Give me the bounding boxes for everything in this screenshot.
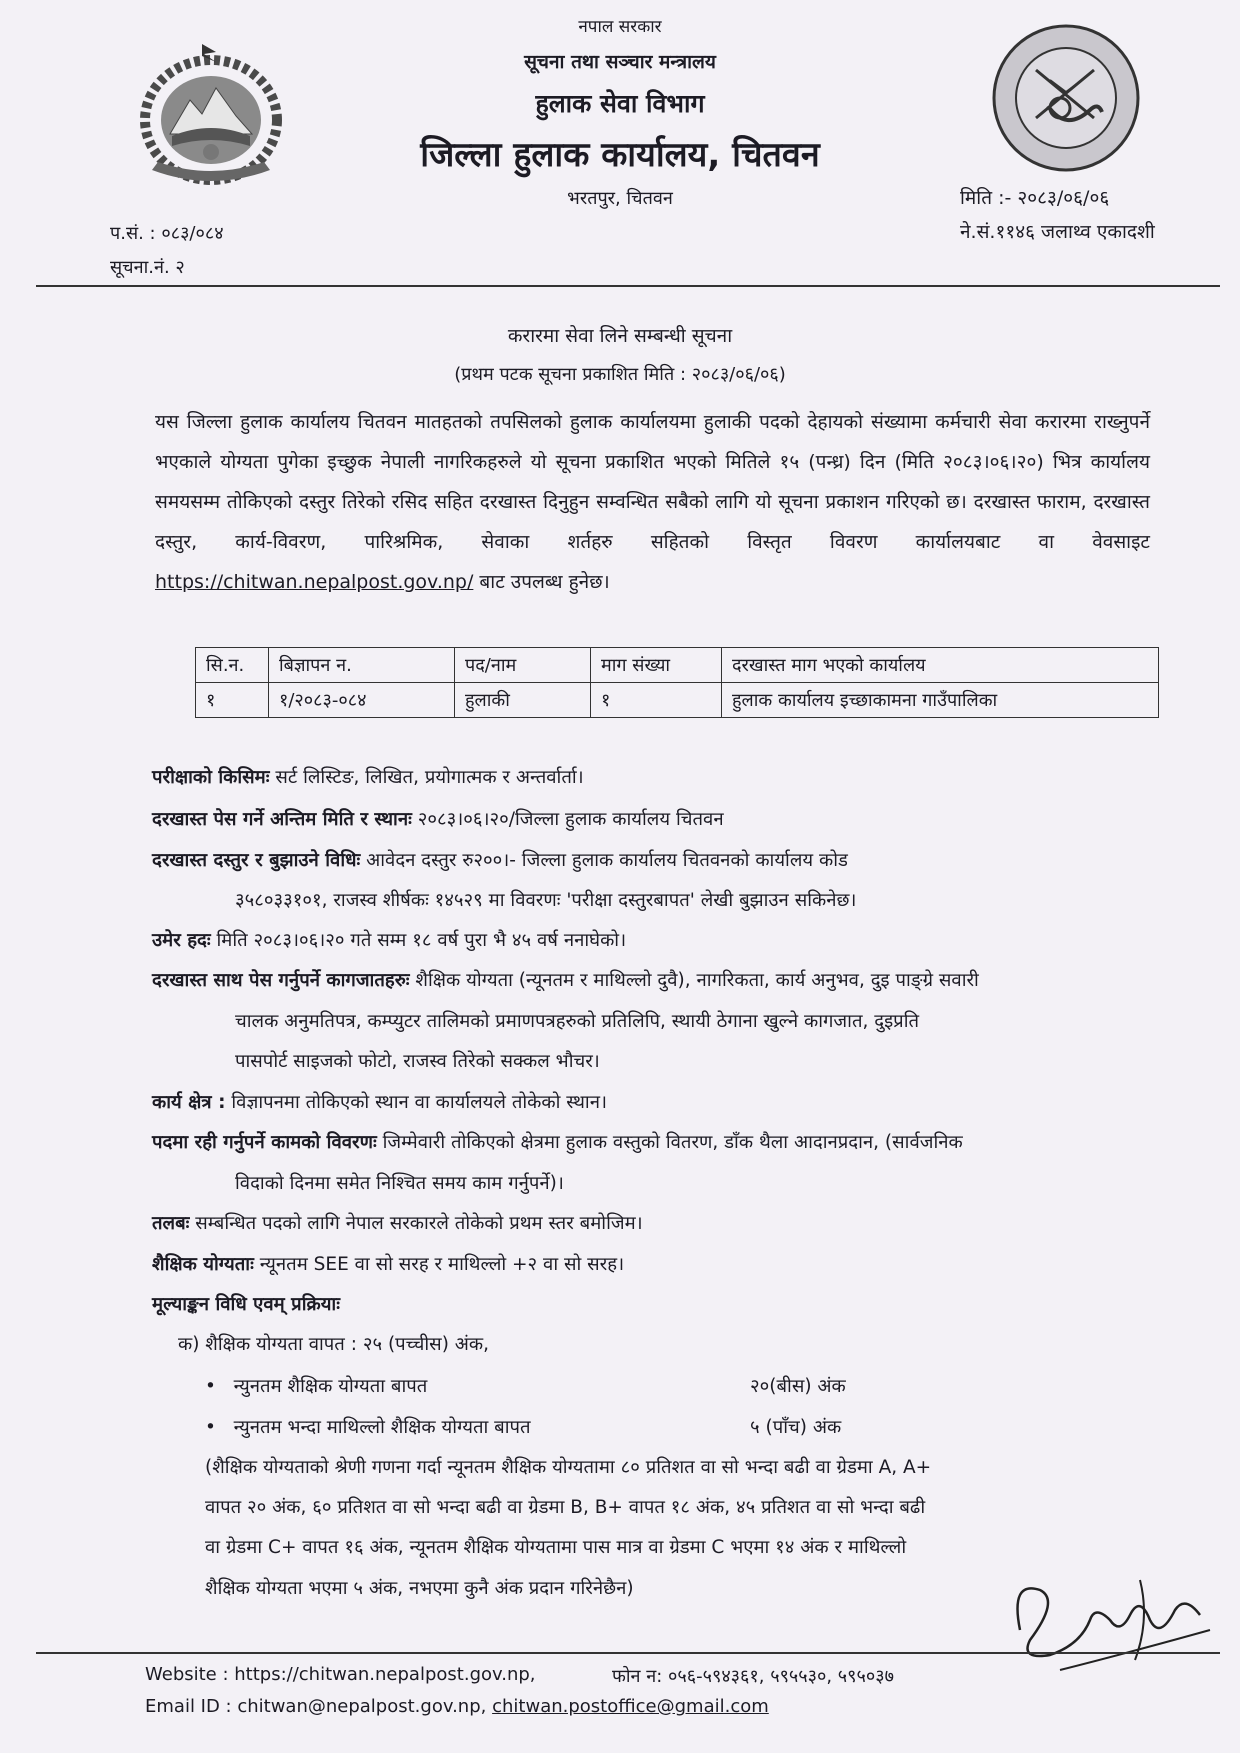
- footer-phone: फोन न: ०५६-५९४३६१, ५९५५३०, ५९५०३७: [612, 1666, 894, 1687]
- evaluation-label: मूल्याङ्कन विधि एवम् प्रक्रियाः: [152, 1294, 340, 1315]
- fee: [152, 847, 1152, 872]
- duties-value-cont: विदाको दिनमा समेत निश्चित समय काम गर्नुपर्ने)।: [235, 1173, 564, 1194]
- table-header: माग संख्या: [591, 648, 722, 683]
- deadline-label: दरखास्त पेस गर्ने अन्तिम मिति र स्थानः: [152, 809, 412, 830]
- table-cell: १: [591, 683, 722, 718]
- documents-value-cont: पासपोर्ट साइजको फोटो, राजस्व तिरेको सक्कल भौचर।: [235, 1051, 600, 1072]
- postal-seal-icon: [990, 22, 1142, 174]
- bullet-label: न्युनतम भन्दा माथिल्लो शैक्षिक योग्यता बापत: [233, 1417, 531, 1438]
- table-cell: १/२०८३-०८४: [269, 683, 455, 718]
- qualification-label: शैक्षिक योग्यताः: [152, 1254, 254, 1275]
- nepal-sambat-date: ने.सं.११४६ जलाथ्व एकादशी: [960, 221, 1155, 243]
- bullet-value: २०(बीस) अंक: [750, 1376, 846, 1397]
- table-cell: हुलाकी: [455, 683, 591, 718]
- notice-body-end: बाट उपलब्ध हुनेछ।: [479, 571, 610, 593]
- office-name: जिल्ला हुलाक कार्यालय, चितवन: [420, 135, 820, 175]
- list-item: [205, 1414, 531, 1439]
- reference-number: प.सं. : ०८३/०८४: [110, 223, 224, 244]
- table-cell: १: [196, 683, 269, 718]
- notice-subtitle: (प्रथम पटक सूचना प्रकाशित मिति : २०८३/०६/०६): [454, 364, 786, 385]
- fee-value-cont: ३५८०३३१०१, राजस्व शीर्षकः १४५२९ मा विवरणः 'परीक्षा दस्तुरबापत' लेखी बुझाउन सकिनेछ।: [235, 890, 857, 911]
- deadline: [152, 806, 1152, 831]
- list-item: [205, 1373, 427, 1398]
- ministry-name: सूचना तथा सञ्चार मन्त्रालय: [524, 51, 716, 73]
- documents-label: दरखास्त साथ पेस गर्नुपर्ने कागजातहरुः: [152, 970, 410, 991]
- signature-icon: [1000, 1560, 1220, 1690]
- exam-type: [152, 764, 1152, 789]
- header-divider: [36, 285, 1220, 287]
- deadline-value: २०८३।०६।२०/जिल्ला हुलाक कार्यालय चितवन: [417, 809, 724, 830]
- salary-value: सम्बन्धित पदको लागि नेपाल सरकारले तोकेको प्रथम स्तर बमोजिम।: [195, 1213, 643, 1234]
- age-limit-label: उमेर हदः: [152, 930, 211, 951]
- evaluation-heading: [152, 1291, 1152, 1316]
- documents: [152, 967, 1152, 992]
- footer-email: [145, 1696, 769, 1717]
- table-header: सि.न.: [196, 648, 269, 683]
- website-link[interactable]: https://chitwan.nepalpost.gov.np/: [155, 571, 474, 593]
- work-area-value: विज्ञापनमा तोकिएको स्थान वा कार्यालयले तोकेको स्थान।: [231, 1092, 607, 1113]
- evaluation-note: शैक्षिक योग्यता भएमा ५ अंक, नभएमा कुनै अंक प्रदान गरिनेछैन): [205, 1578, 634, 1599]
- table-row: [196, 683, 1159, 718]
- evaluation-note: वा ग्रेडमा C+ वापत १६ अंक, न्यूनतम शैक्षिक योग्यतामा पास मात्र वा ग्रेडमा C भएमा १४ अंक र माथिल्लो: [205, 1537, 907, 1558]
- bullet-label: न्युनतम शैक्षिक योग्यता बापत: [233, 1376, 428, 1397]
- notice-body-text: यस जिल्ला हुलाक कार्यालय चितवन मातहतको तपसिलको हुलाक कार्यालयमा हुलाकी पदको देहायको संख्यामा कर्मचारी सेवा करारमा राख्नुपर्ने भएकाले योग्यता पुगेका इच्छुक नेपाली नागरिकहरुले यो सूचना प्रकाशित भएको मितिले १५ (पन्ध्र) दिन (मिति २०८३।०६।२०) भित्र कार्यालय समयसम्म तोकिएको दस्तुर तिरेको रसिद सहित दरखास्त दिनुहुन सम्वन्धित सबैको लागि यो सूचना प्रकाशन गरिएको छ। दरखास्त फाराम, दरखास्त दस्तुर, कार्य-विवरण, पारिश्रमिक, सेवाका शर्तहरु सहितको विस्तृत विवरण कार्यालयबाट वा वेवसाइट: [155, 411, 1150, 553]
- exam-type-value: सर्ट लिस्टिङ, लिखित, प्रयोगात्मक र अन्तर्वार्ता।: [275, 767, 584, 788]
- duties-label: पदमा रही गर्नुपर्ने कामको विवरणः: [152, 1132, 377, 1153]
- salary: [152, 1210, 1152, 1235]
- office-address: भरतपुर, चितवन: [567, 188, 673, 209]
- bullet-icon: •: [205, 1417, 216, 1438]
- department-name: हुलाक सेवा विभाग: [535, 89, 705, 118]
- notice-body: [155, 402, 1150, 602]
- footer-website: Website : https://chitwan.nepalpost.gov.np,: [145, 1664, 536, 1685]
- exam-type-label: परीक्षाको किसिमः: [152, 767, 270, 788]
- documents-value: शैक्षिक योग्यता (न्यूनतम र माथिल्लो दुवै), नागरिकता, कार्य अनुभव, दुइ पाङ्ग्रे सवारी: [415, 970, 979, 991]
- age-limit-value: मिति २०८३।०६।२० गते सम्म १८ वर्ष पुरा भै ४५ वर्ष ननाघेको।: [216, 930, 627, 951]
- footer-divider: [36, 1652, 1220, 1654]
- footer-email-text: Email ID : chitwan@nepalpost.gov.np,: [145, 1696, 487, 1717]
- duties: [152, 1129, 1152, 1154]
- vacancy-table: [195, 647, 1159, 718]
- fee-label: दरखास्त दस्तुर र बुझाउने विधिः: [152, 850, 361, 871]
- evaluation-note: वापत २० अंक, ६० प्रतिशत वा सो भन्दा बढी वा ग्रेडमा B, B+ वापत १८ अंक, ४५ प्रतिशत वा सो भन्दा बढी: [205, 1497, 926, 1518]
- qualification: [152, 1251, 1152, 1276]
- government-name: नपाल सरकार: [578, 17, 662, 37]
- table-header: पद/नाम: [455, 648, 591, 683]
- documents-value-cont: चालक अनुमतिपत्र, कम्प्युटर तालिमको प्रमाणपत्रहरुको प्रतिलिपि, स्थायी ठेगाना खुल्ने कागजात, दुइप्रति: [235, 1011, 920, 1032]
- table-header-row: [196, 648, 1159, 683]
- issue-date: मिति :- २०८३/०६/०६: [960, 187, 1110, 209]
- evaluation-note: (शैक्षिक योग्यताको श्रेणी गणना गर्दा न्यूनतम शैक्षिक योग्यतामा ८० प्रतिशत वा सो भन्दा बढी वा ग्रेडमा A, A+: [205, 1457, 932, 1478]
- age-limit: [152, 927, 1152, 952]
- bullet-icon: •: [205, 1376, 216, 1397]
- duties-value: जिम्मेवारी तोकिएको क्षेत्रमा हुलाक वस्तुको वितरण, डाँक थैला आदानप्रदान, (सार्वजनिक: [382, 1132, 963, 1153]
- salary-label: तलबः: [152, 1213, 190, 1234]
- bullet-value: ५ (पाँच) अंक: [750, 1417, 842, 1438]
- table-header: बिज्ञापन न.: [269, 648, 455, 683]
- notice-number: सूचना.नं. २: [110, 257, 185, 278]
- evaluation-item-a: क) शैक्षिक योग्यता वापत : २५ (पच्चीस) अंक,: [178, 1334, 490, 1355]
- table-cell: हुलाक कार्यालय इच्छाकामना गाउँपालिका: [722, 683, 1159, 718]
- table-header: दरखास्त माग भएको कार्यालय: [722, 648, 1159, 683]
- work-area-label: कार्य क्षेत्र :: [152, 1092, 226, 1113]
- work-area: [152, 1089, 1152, 1114]
- footer-email-link[interactable]: chitwan.postoffice@gmail.com: [492, 1696, 769, 1717]
- fee-value: आवेदन दस्तुर रु२००।- जिल्ला हुलाक कार्यालय चितवनको कार्यालय कोड: [366, 850, 848, 871]
- qualification-value: न्यूनतम SEE वा सो सरह र माथिल्लो +२ वा सो सरह।: [259, 1254, 625, 1275]
- notice-title: करारमा सेवा लिने सम्बन्धी सूचना: [507, 325, 733, 347]
